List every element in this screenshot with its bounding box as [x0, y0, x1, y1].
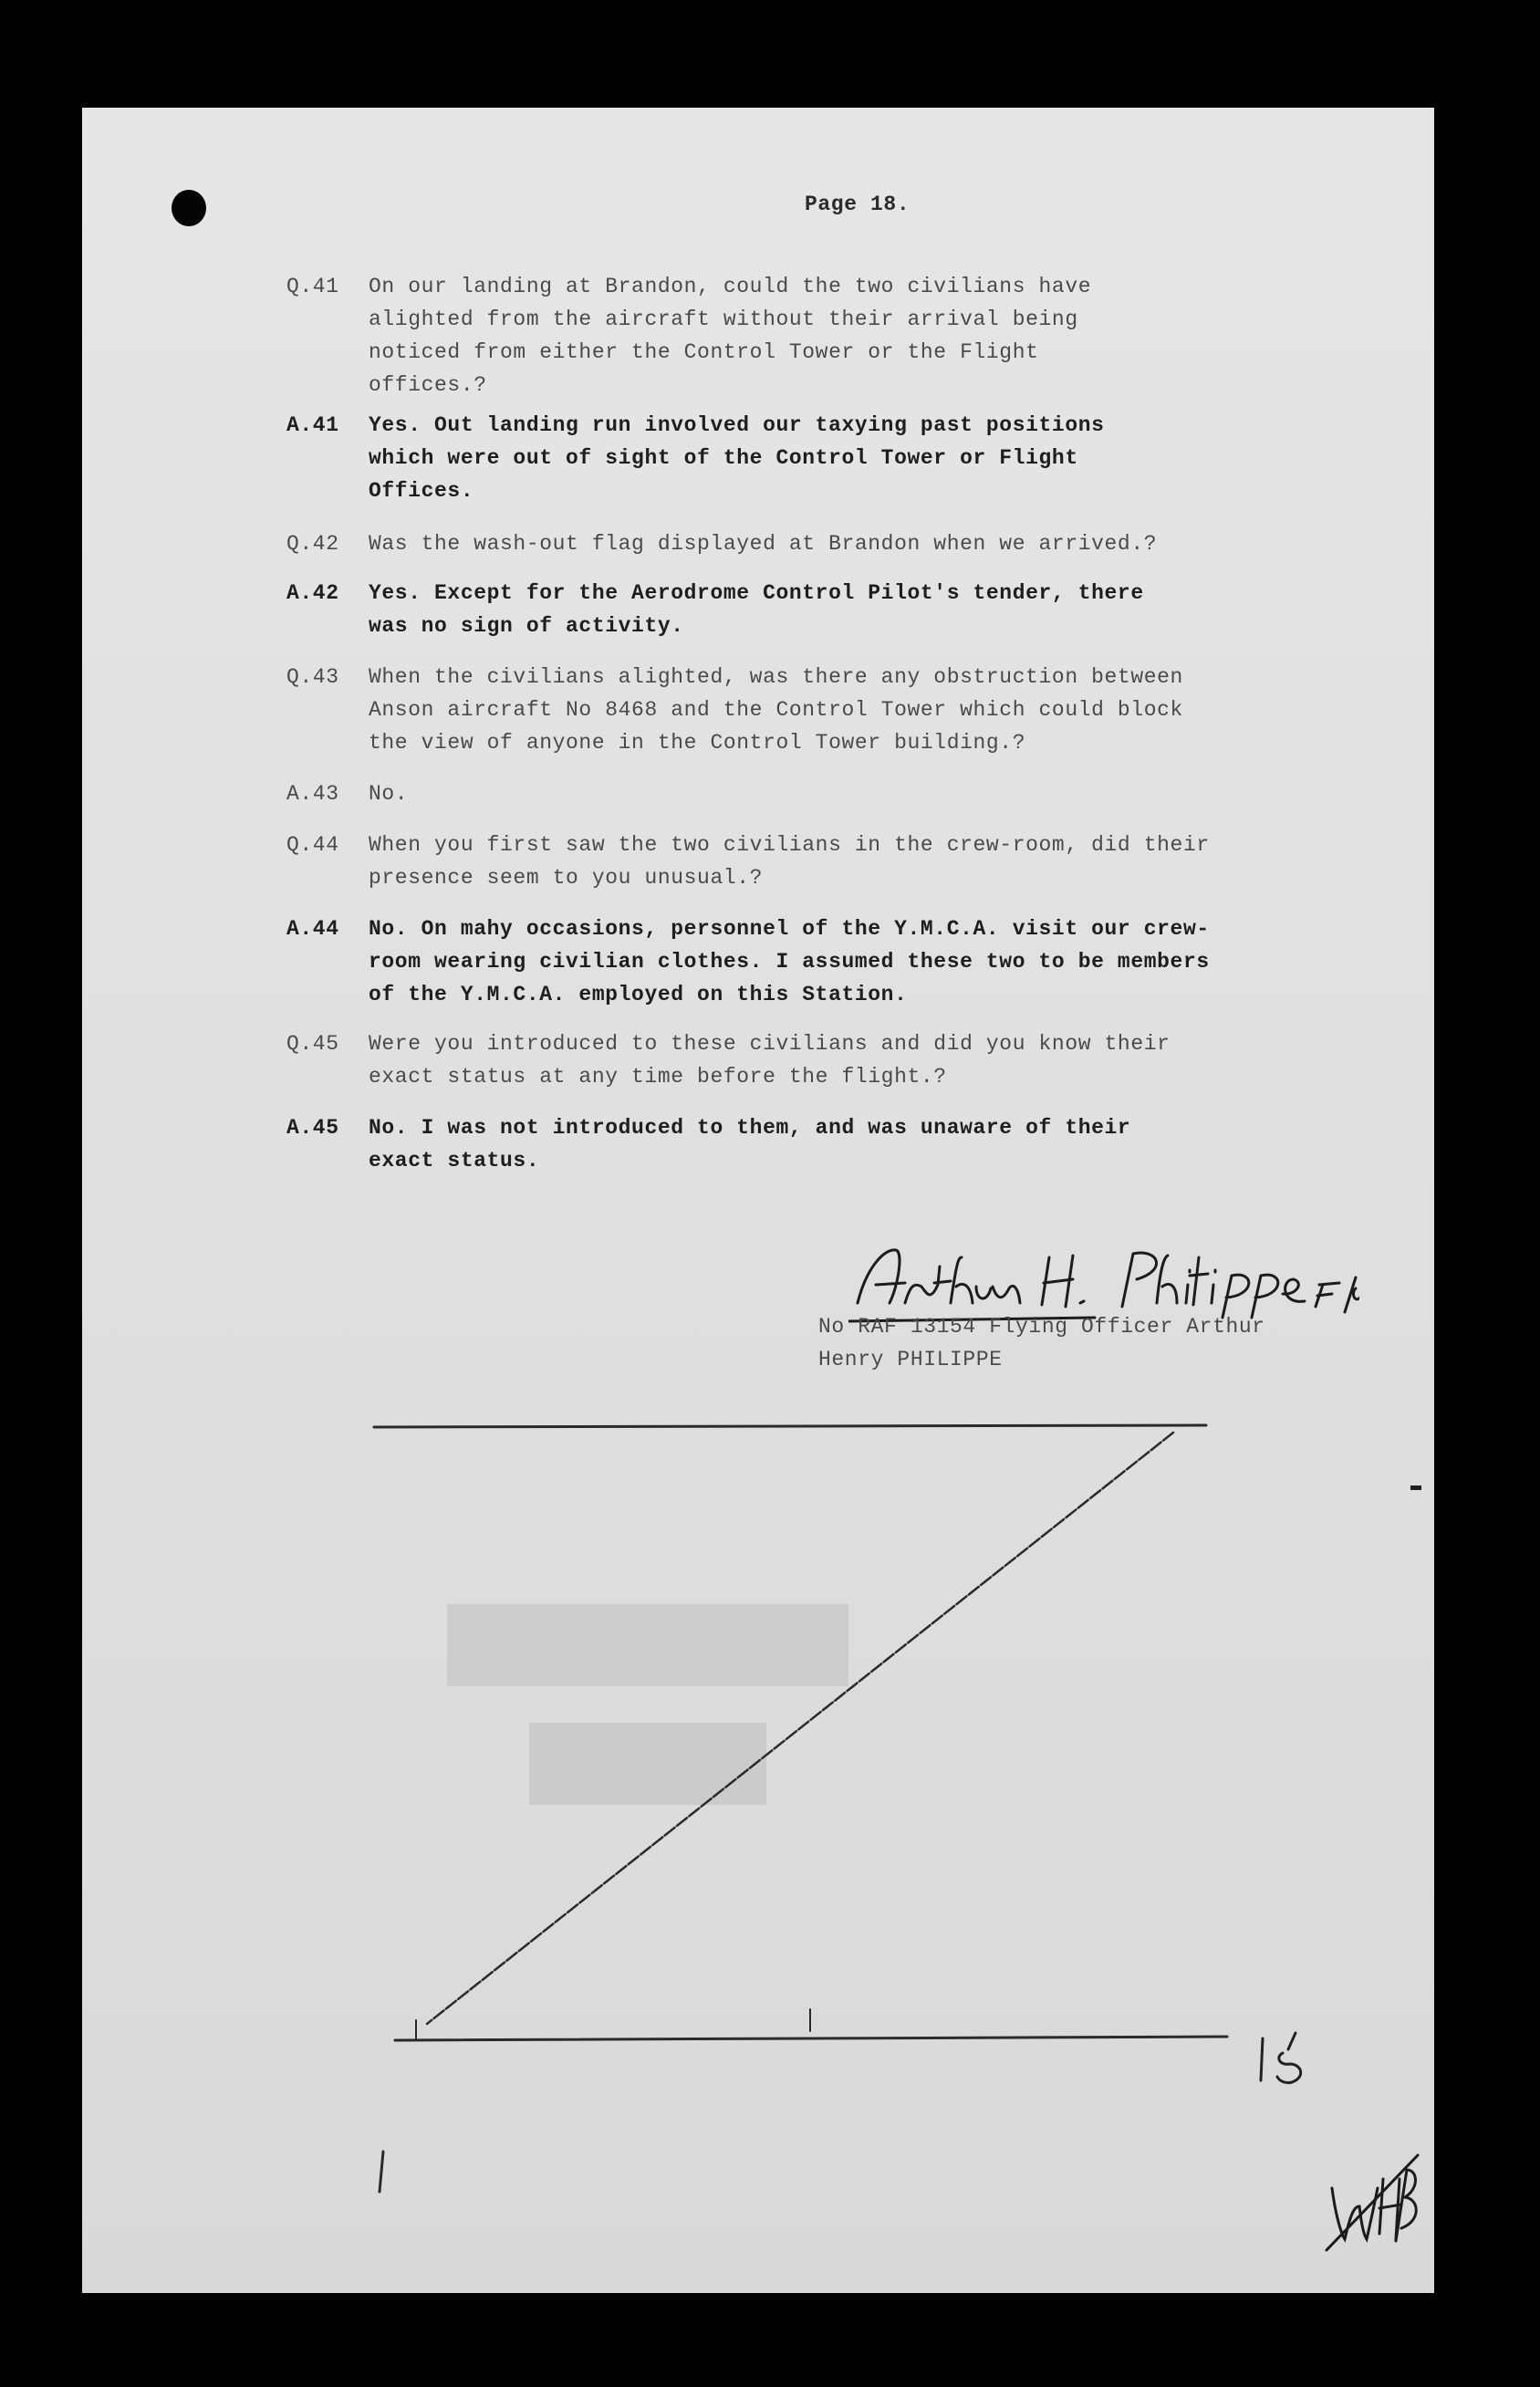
- qa-line: presence seem to you unusual.?: [369, 866, 764, 890]
- qa-label: A.43: [286, 782, 339, 806]
- qa-line: was no sign of activity.: [369, 614, 684, 638]
- qa-line: of the Y.M.C.A. employed on this Station.: [369, 983, 908, 1006]
- qa-line: Yes. Out landing run involved our taxying past positions: [369, 413, 1105, 437]
- handwritten-initials: [1323, 2152, 1423, 2261]
- signature-caption-line: No RAF 13154 Flying Officer Arthur: [818, 1315, 1265, 1339]
- qa-line: which were out of sight of the Control Tower or Flight: [369, 446, 1078, 470]
- qa-line: No.: [369, 782, 409, 806]
- qa-label: Q.42: [286, 532, 339, 556]
- document-page: [82, 108, 1434, 2293]
- qa-line: Yes. Except for the Aerodrome Control Pilot's tender, there: [369, 581, 1144, 605]
- qa-line: Offices.: [369, 479, 474, 503]
- qa-line: Anson aircraft No 8468 and the Control Tower which could block: [369, 698, 1183, 722]
- page-number: Page 18.: [805, 193, 910, 216]
- qa-line: offices.?: [369, 373, 487, 397]
- edge-mark: [1410, 1485, 1421, 1490]
- qa-label: A.41: [286, 413, 339, 437]
- signature-caption-line: Henry PHILIPPE: [818, 1348, 1003, 1371]
- qa-label: A.45: [286, 1116, 339, 1140]
- qa-line: When the civilians alighted, was there any obstruction between: [369, 665, 1183, 689]
- qa-label: A.42: [286, 581, 339, 605]
- cancellation-z-mark: [82, 108, 1434, 2293]
- qa-line: Was the wash-out flag displayed at Brandon when we arrived.?: [369, 532, 1158, 556]
- qa-line: On our landing at Brandon, could the two civilians have: [369, 275, 1092, 298]
- qa-line: room wearing civilian clothes. I assumed these two to be members: [369, 950, 1210, 974]
- folio-number-handwritten: [1252, 2024, 1325, 2088]
- qa-label: Q.44: [286, 833, 339, 857]
- qa-line: Were you introduced to these civilians and did you know their: [369, 1032, 1171, 1056]
- qa-line: noticed from either the Control Tower or the Flight: [369, 340, 1039, 364]
- qa-label: Q.41: [286, 275, 339, 298]
- qa-line: alighted from the aircraft without their arrival being: [369, 307, 1078, 331]
- qa-line: No. On mahy occasions, personnel of the Y.M.C.A. visit our crew-: [369, 917, 1210, 941]
- qa-line: When you first saw the two civilians in the crew-room, did their: [369, 833, 1210, 857]
- qa-label: Q.45: [286, 1032, 339, 1056]
- qa-line: No. I was not introduced to them, and was unaware of their: [369, 1116, 1131, 1140]
- qa-line: exact status.: [369, 1149, 540, 1173]
- qa-line: the view of anyone in the Control Tower building.?: [369, 731, 1026, 755]
- qa-line: exact status at any time before the flight.?: [369, 1065, 947, 1089]
- qa-label: A.44: [286, 917, 339, 941]
- qa-label: Q.43: [286, 665, 339, 689]
